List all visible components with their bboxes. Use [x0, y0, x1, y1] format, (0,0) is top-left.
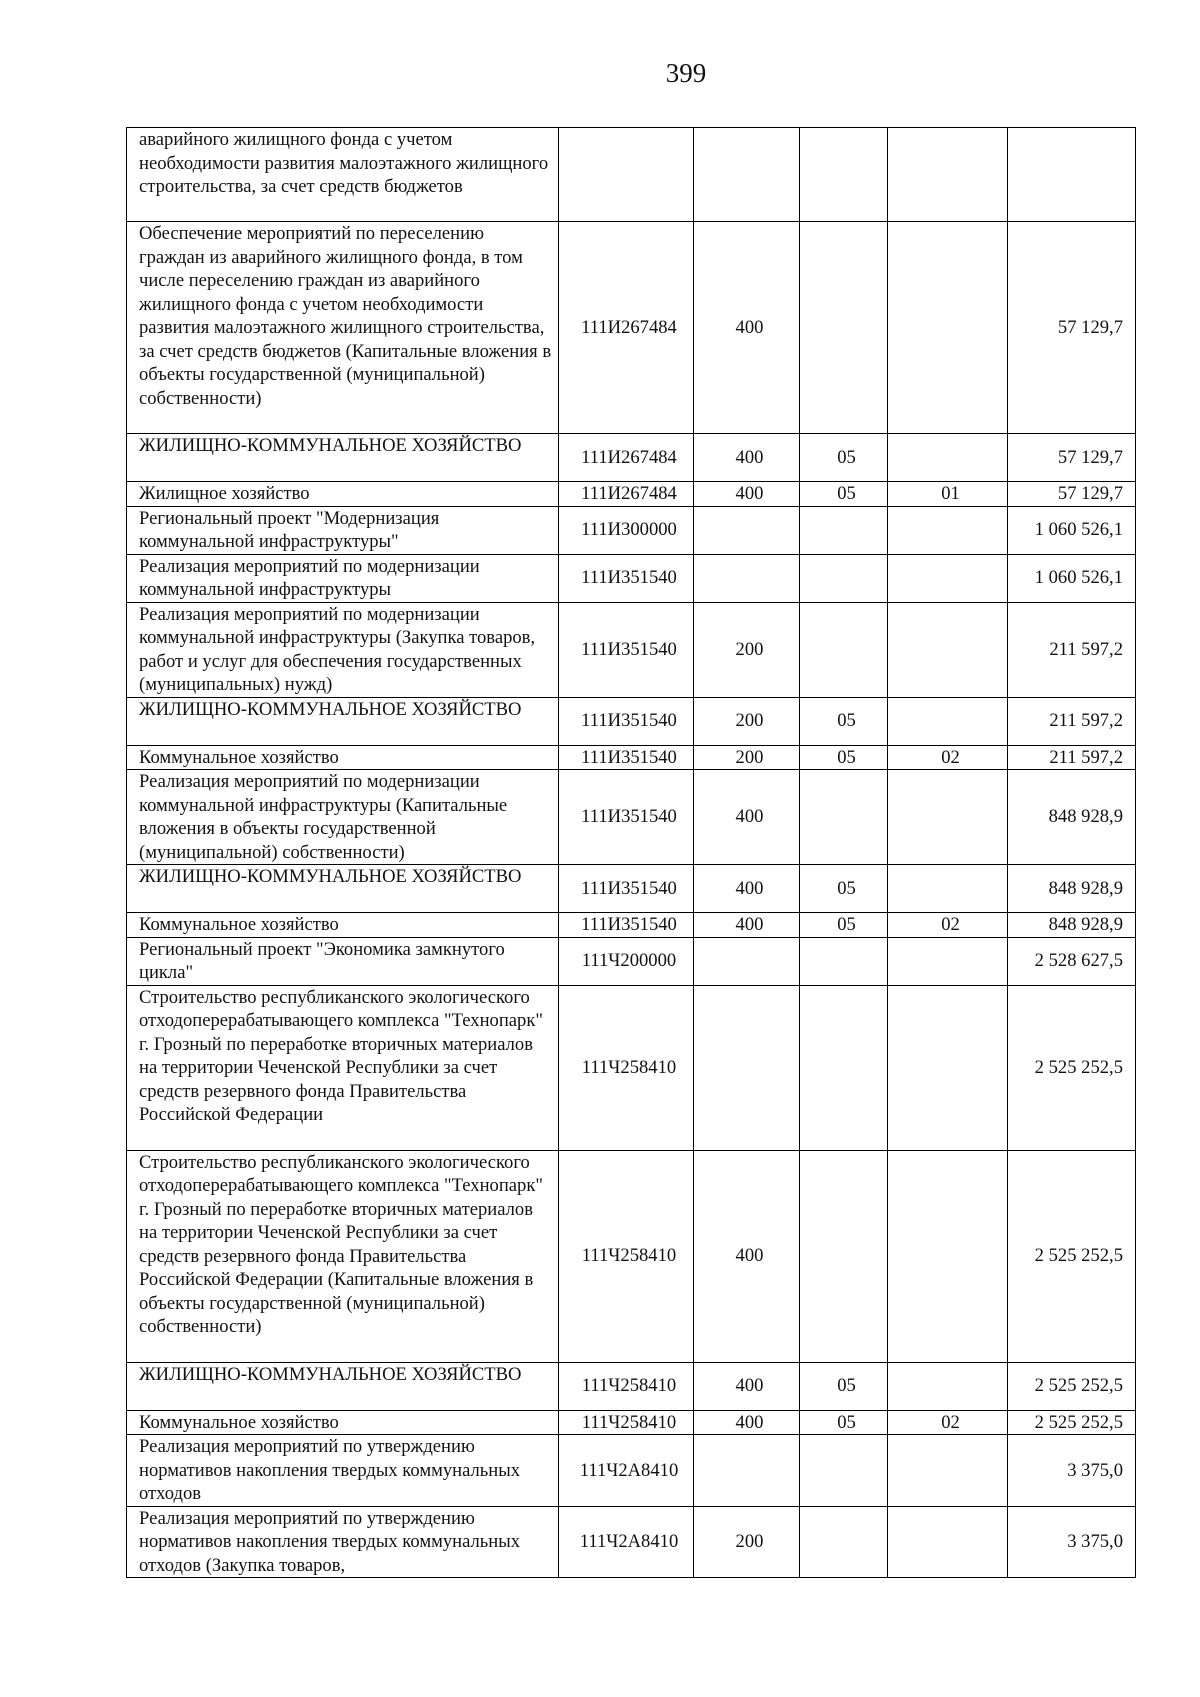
row-subsection — [888, 770, 1008, 865]
row-name: Реализация мероприятий по модернизации коммунальной инфраструктуры (Капитальные вложения в объекты государственной (муниципальной) собственности) — [127, 770, 559, 865]
row-section: 05 — [800, 1410, 888, 1435]
row-amount: 3 375,0 — [1008, 1435, 1136, 1507]
row-subsection: 02 — [888, 745, 1008, 770]
row-expense-type: 400 — [694, 482, 800, 507]
row-target-code: 111Ч258410 — [559, 1150, 694, 1362]
row-amount: 211 597,2 — [1008, 745, 1136, 770]
table-row — [127, 913, 1136, 938]
row-section: 05 — [800, 1362, 888, 1410]
table-row — [127, 1506, 1136, 1578]
row-name: Коммунальное хозяйство — [127, 1410, 559, 1435]
row-expense-type: 400 — [694, 222, 800, 434]
row-target-code: 111И267484 — [559, 434, 694, 482]
row-name: аварийного жилищного фонда с учетом необходимости развития малоэтажного жилищного строительства, за счет средств бюджетов — [127, 128, 559, 222]
row-subsection — [888, 1435, 1008, 1507]
row-amount: 2 525 252,5 — [1008, 1410, 1136, 1435]
table-row — [127, 506, 1136, 554]
row-name: Строительство республиканского экологического отходоперерабатывающего комплекса "Технопарк" г. Грозный по переработке вторичных материалов на территории Чеченской Республики за счет средств резервного фонда Правительства Российской Федерации — [127, 985, 559, 1150]
row-amount: 57 129,7 — [1008, 222, 1136, 434]
row-subsection — [888, 985, 1008, 1150]
row-amount: 1 060 526,1 — [1008, 506, 1136, 554]
row-target-code: 111Ч258410 — [559, 985, 694, 1150]
row-expense-type — [694, 937, 800, 985]
table-row — [127, 770, 1136, 865]
row-target-code: 111И351540 — [559, 913, 694, 938]
row-target-code: 111И351540 — [559, 602, 694, 697]
row-name: ЖИЛИЩНО-КОММУНАЛЬНОЕ ХОЗЯЙСТВО — [127, 1362, 559, 1410]
row-name: ЖИЛИЩНО-КОММУНАЛЬНОЕ ХОЗЯЙСТВО — [127, 697, 559, 745]
row-name: ЖИЛИЩНО-КОММУНАЛЬНОЕ ХОЗЯЙСТВО — [127, 865, 559, 913]
row-target-code: 111Ч200000 — [559, 937, 694, 985]
budget-table-body — [127, 128, 1136, 1578]
table-row — [127, 697, 1136, 745]
row-amount: 848 928,9 — [1008, 865, 1136, 913]
row-section: 05 — [800, 482, 888, 507]
row-expense-type: 400 — [694, 865, 800, 913]
row-subsection — [888, 554, 1008, 602]
table-row — [127, 745, 1136, 770]
row-expense-type — [694, 1435, 800, 1507]
row-target-code: 111И351540 — [559, 865, 694, 913]
row-section — [800, 128, 888, 222]
row-target-code — [559, 128, 694, 222]
table-row — [127, 1150, 1136, 1362]
row-amount: 2 525 252,5 — [1008, 985, 1136, 1150]
row-expense-type — [694, 985, 800, 1150]
row-target-code: 111И300000 — [559, 506, 694, 554]
row-expense-type — [694, 128, 800, 222]
row-amount: 2 525 252,5 — [1008, 1150, 1136, 1362]
row-target-code: 111И351540 — [559, 745, 694, 770]
row-name: Коммунальное хозяйство — [127, 913, 559, 938]
row-amount — [1008, 128, 1136, 222]
row-amount: 57 129,7 — [1008, 434, 1136, 482]
row-subsection — [888, 602, 1008, 697]
row-subsection — [888, 1362, 1008, 1410]
row-expense-type: 200 — [694, 602, 800, 697]
row-subsection — [888, 128, 1008, 222]
row-name: Жилищное хозяйство — [127, 482, 559, 507]
row-subsection — [888, 434, 1008, 482]
row-name: Реализация мероприятий по утверждению нормативов накопления твердых коммунальных отходов (Закупка товаров, — [127, 1506, 559, 1578]
row-name: Реализация мероприятий по модернизации коммунальной инфраструктуры — [127, 554, 559, 602]
row-subsection — [888, 222, 1008, 434]
row-name: Строительство республиканского экологического отходоперерабатывающего комплекса "Технопарк" г. Грозный по переработке вторичных материалов на территории Чеченской Республики за счет средств резервного фонда Правительства Российской Федерации (Капитальные вложения в объекты государственной (муниципальной) собственности) — [127, 1150, 559, 1362]
row-section: 05 — [800, 745, 888, 770]
row-expense-type: 400 — [694, 1150, 800, 1362]
row-target-code: 111Ч2А8410 — [559, 1506, 694, 1578]
table-row — [127, 434, 1136, 482]
table-row — [127, 554, 1136, 602]
row-name: ЖИЛИЩНО-КОММУНАЛЬНОЕ ХОЗЯЙСТВО — [127, 434, 559, 482]
row-name: Коммунальное хозяйство — [127, 745, 559, 770]
row-amount: 848 928,9 — [1008, 770, 1136, 865]
row-name: Региональный проект "Модернизация коммунальной инфраструктуры" — [127, 506, 559, 554]
row-subsection — [888, 865, 1008, 913]
row-expense-type: 200 — [694, 1506, 800, 1578]
row-target-code: 111И351540 — [559, 554, 694, 602]
row-section: 05 — [800, 913, 888, 938]
row-subsection — [888, 1150, 1008, 1362]
row-subsection: 02 — [888, 1410, 1008, 1435]
table-row — [127, 602, 1136, 697]
page-number: 399 — [665, 58, 707, 88]
row-expense-type: 400 — [694, 1362, 800, 1410]
row-section: 05 — [800, 434, 888, 482]
table-row — [127, 222, 1136, 434]
row-section — [800, 506, 888, 554]
row-expense-type: 400 — [694, 434, 800, 482]
row-subsection — [888, 937, 1008, 985]
row-target-code: 111Ч258410 — [559, 1362, 694, 1410]
table-row — [127, 985, 1136, 1150]
row-expense-type: 400 — [694, 770, 800, 865]
row-amount: 2 528 627,5 — [1008, 937, 1136, 985]
row-section — [800, 1435, 888, 1507]
row-amount: 57 129,7 — [1008, 482, 1136, 507]
row-subsection — [888, 506, 1008, 554]
table-row — [127, 1435, 1136, 1507]
table-row — [127, 865, 1136, 913]
row-expense-type: 200 — [694, 745, 800, 770]
row-subsection — [888, 697, 1008, 745]
table-row — [127, 482, 1136, 507]
row-name: Реализация мероприятий по утверждению нормативов накопления твердых коммунальных отходов — [127, 1435, 559, 1507]
row-section — [800, 554, 888, 602]
row-target-code: 111И351540 — [559, 770, 694, 865]
row-target-code: 111Ч258410 — [559, 1410, 694, 1435]
table-row — [127, 1362, 1136, 1410]
row-target-code: 111И351540 — [559, 697, 694, 745]
row-subsection: 01 — [888, 482, 1008, 507]
row-section: 05 — [800, 865, 888, 913]
row-expense-type: 400 — [694, 1410, 800, 1435]
row-name: Реализация мероприятий по модернизации коммунальной инфраструктуры (Закупка товаров, работ и услуг для обеспечения государственных (муниципальных) нужд) — [127, 602, 559, 697]
row-section — [800, 937, 888, 985]
table-row — [127, 128, 1136, 222]
table-row — [127, 937, 1136, 985]
row-target-code: 111И267484 — [559, 482, 694, 507]
row-amount: 3 375,0 — [1008, 1506, 1136, 1578]
budget-table — [126, 127, 1136, 1578]
row-expense-type: 400 — [694, 913, 800, 938]
row-section: 05 — [800, 697, 888, 745]
row-section — [800, 602, 888, 697]
row-amount: 211 597,2 — [1008, 697, 1136, 745]
row-expense-type — [694, 554, 800, 602]
row-amount: 2 525 252,5 — [1008, 1362, 1136, 1410]
row-target-code: 111И267484 — [559, 222, 694, 434]
row-amount: 848 928,9 — [1008, 913, 1136, 938]
row-expense-type: 200 — [694, 697, 800, 745]
table-row — [127, 1410, 1136, 1435]
row-target-code: 111Ч2А8410 — [559, 1435, 694, 1507]
row-expense-type — [694, 506, 800, 554]
row-section — [800, 770, 888, 865]
row-name: Региональный проект "Экономика замкнутого цикла" — [127, 937, 559, 985]
row-subsection: 02 — [888, 913, 1008, 938]
row-subsection — [888, 1506, 1008, 1578]
row-section — [800, 1506, 888, 1578]
row-section — [800, 1150, 888, 1362]
row-amount: 1 060 526,1 — [1008, 554, 1136, 602]
row-name: Обеспечение мероприятий по переселению граждан из аварийного жилищного фонда, в том числе переселению граждан из аварийного жилищного фонда с учетом необходимости развития малоэтажного жилищного строительства, за счет средств бюджетов (Капитальные вложения в объекты государственной (муниципальной) собственности) — [127, 222, 559, 434]
row-section — [800, 222, 888, 434]
row-amount: 211 597,2 — [1008, 602, 1136, 697]
row-section — [800, 985, 888, 1150]
